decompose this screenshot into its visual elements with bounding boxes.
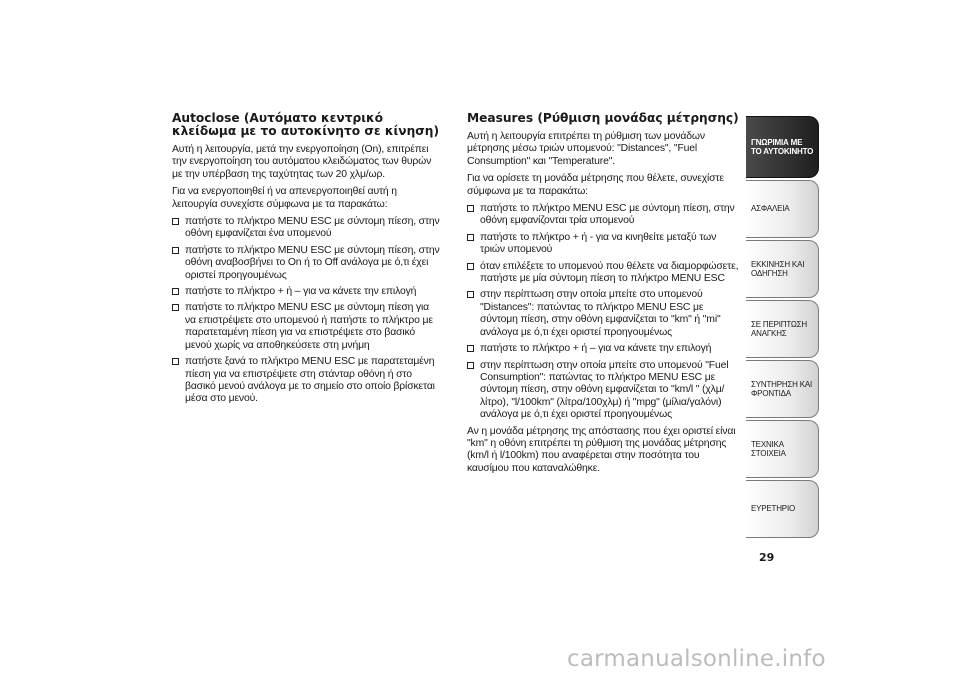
checkbox-bullet-icon [172,304,179,311]
tab-starting-and-driving[interactable]: ΕΚΚΙΝΗΣΗ ΚΑΙ ΟΔΗΓΗΣΗ [746,240,819,298]
list-item: στην περίπτωση στην οποία μπείτε στο υπομενού "Fuel Consumption": πατώντας το πλήκτρο MENU ESC με σύντομη πίεση, στην οθόνη εμφανίζεται το "km/l " (χλμ/λίτρο), "l/100km" (λίτρα/100χλμ) ή "mpg" (μίλια/γαλόνι) ανάλογα με ό,τι έχει οριστεί προηγουμένως [467,360,739,422]
tab-getting-to-know-car[interactable]: ΓΝΩΡΙΜΙΑ ΜΕ ΤΟ ΑΥΤΟΚΙΝΗΤΟ [746,116,819,178]
left-column [172,112,442,410]
watermark-text: carmanualsonline.info [567,646,826,672]
list-item: πατήστε το πλήκτρο + ή – για να κάνετε την επιλογή [172,286,442,298]
checkbox-bullet-icon [467,263,474,270]
checkbox-bullet-icon [172,288,179,295]
measures-intro: Αυτή η λειτουργία επιτρέπει τη ρύθμιση των μονάδων μέτρησης μέσω τριών υπομενού: "Distances", "Fuel Consumption" και "Temperature". [467,131,705,167]
autoclose-intro: Αυτή η λειτουργία, μετά την ενεργοποίηση (On), επιτρέπει την ενεργοποίηση του αυτόματου κλειδώματος των θυρών με την υπέρβαση της ταχύτητας των 20 χλμ/ωρ. [172,144,432,180]
checkbox-bullet-icon [172,358,179,365]
tab-index[interactable]: ΕΥΡΕΤΗΡΙΟ [746,480,819,538]
autoclose-heading: Autoclose (Αυτόματο κεντρικό κλείδωμα με το αυτοκίνητο σε κίνηση) [172,111,440,138]
list-item: πατήστε ξανά το πλήκτρο MENU ESC με παρατεταμένη πίεση για να επιστρέψετε στη στάνταρ οθόνη ή στο βασικό μενού ανάλογα με το σημείο στο οποίο βρίσκεται μέσα στο μενού. [172,356,442,406]
tab-technical-data[interactable]: ΤΕΧΝΙΚΑ ΣΤΟΙΧΕΙΑ [746,420,819,478]
measures-closing-note: Αν η μονάδα μέτρησης της απόστασης που έχει οριστεί είναι "km" η οθόνη επιτρέπει τη ρύθμιση της μονάδας μέτρησης (km/l ή l/100km) που αναφέρεται στην ποσότητα του καυσίμου που καταναλώθηκε. [467,425,736,474]
list-item: στην περίπτωση στην οποία μπείτε στο υπομενού "Distances": πατώντας το πλήκτρο MENU ESC με σύντομη πίεση, στην οθόνη εμφανίζεται το "km" ή "mi" ανάλογα με ό,τι έχει οριστεί προηγουμένως [467,289,739,339]
tab-in-emergency[interactable]: ΣΕ ΠΕΡΙΠΤΩΣΗ ΑΝΑΓΚΗΣ [746,300,819,358]
checkbox-bullet-icon [172,218,179,225]
right-column [467,112,739,480]
checkbox-bullet-icon [172,247,179,254]
checkbox-bullet-icon [467,291,474,298]
checkbox-bullet-icon [467,205,474,212]
checkbox-bullet-icon [467,362,474,369]
list-item: πατήστε το πλήκτρο MENU ESC με σύντομη πίεση για να επιστρέψετε στο υπομενού ή πατήστε το πλήκτρο με παρατεταμένη πίεση για να επιστρέψετε στο βασικό μενού χωρίς να αποθηκεύσετε στη μνήμη [172,302,442,352]
tab-maintenance-and-care[interactable]: ΣΥΝΤΗΡΗΣΗ ΚΑΙ ΦΡΟΝΤΙΔΑ [746,360,819,418]
autoclose-steps [172,216,442,406]
checkbox-bullet-icon [467,234,474,241]
list-item: πατήστε το πλήκτρο + ή - για να κινηθείτε μεταξύ των τριών υπομενού [467,232,739,257]
list-item: όταν επιλέξετε το υπομενού που θέλετε να διαμορφώσετε, πατήστε με μία σύντομη πίεση το πλήκτρο MENU ESC [467,261,739,286]
checkbox-bullet-icon [467,345,474,352]
page-number: 29 [759,551,775,564]
list-item: πατήστε το πλήκτρο MENU ESC με σύντομη πίεση, στην οθόνη εμφανίζεται ένα υπομενού [172,216,442,241]
autoclose-instructions: Για να ενεργοποιηθεί ή να απενεργοποιηθεί αυτή η λειτουργία συνεχίστε σύμφωνα με τα παρακάτω: [172,186,397,210]
list-item: πατήστε το πλήκτρο MENU ESC με σύντομη πίεση, στην οθόνη εμφανίζονται τρία υπομενού [467,203,739,228]
measures-instructions: Για να ορίσετε τη μονάδα μέτρησης που θέλετε, συνεχίστε σύμφωνα με τα παρακάτω: [467,173,724,197]
measures-steps [467,203,739,422]
list-item: πατήστε το πλήκτρο MENU ESC με σύντομη πίεση, στην οθόνη αναβοσβήνει το On ή το Off ανάλογα με ό,τι έχει οριστεί προηγουμένως [172,245,442,282]
tab-safety[interactable]: ΑΣΦΑΛΕΙΑ [746,180,819,238]
chapter-tabs [746,116,820,540]
measures-heading: Measures (Ρύθμιση μονάδας μέτρησης) [467,111,739,125]
list-item: πατήστε το πλήκτρο + ή – για να κάνετε την επιλογή [467,343,739,355]
